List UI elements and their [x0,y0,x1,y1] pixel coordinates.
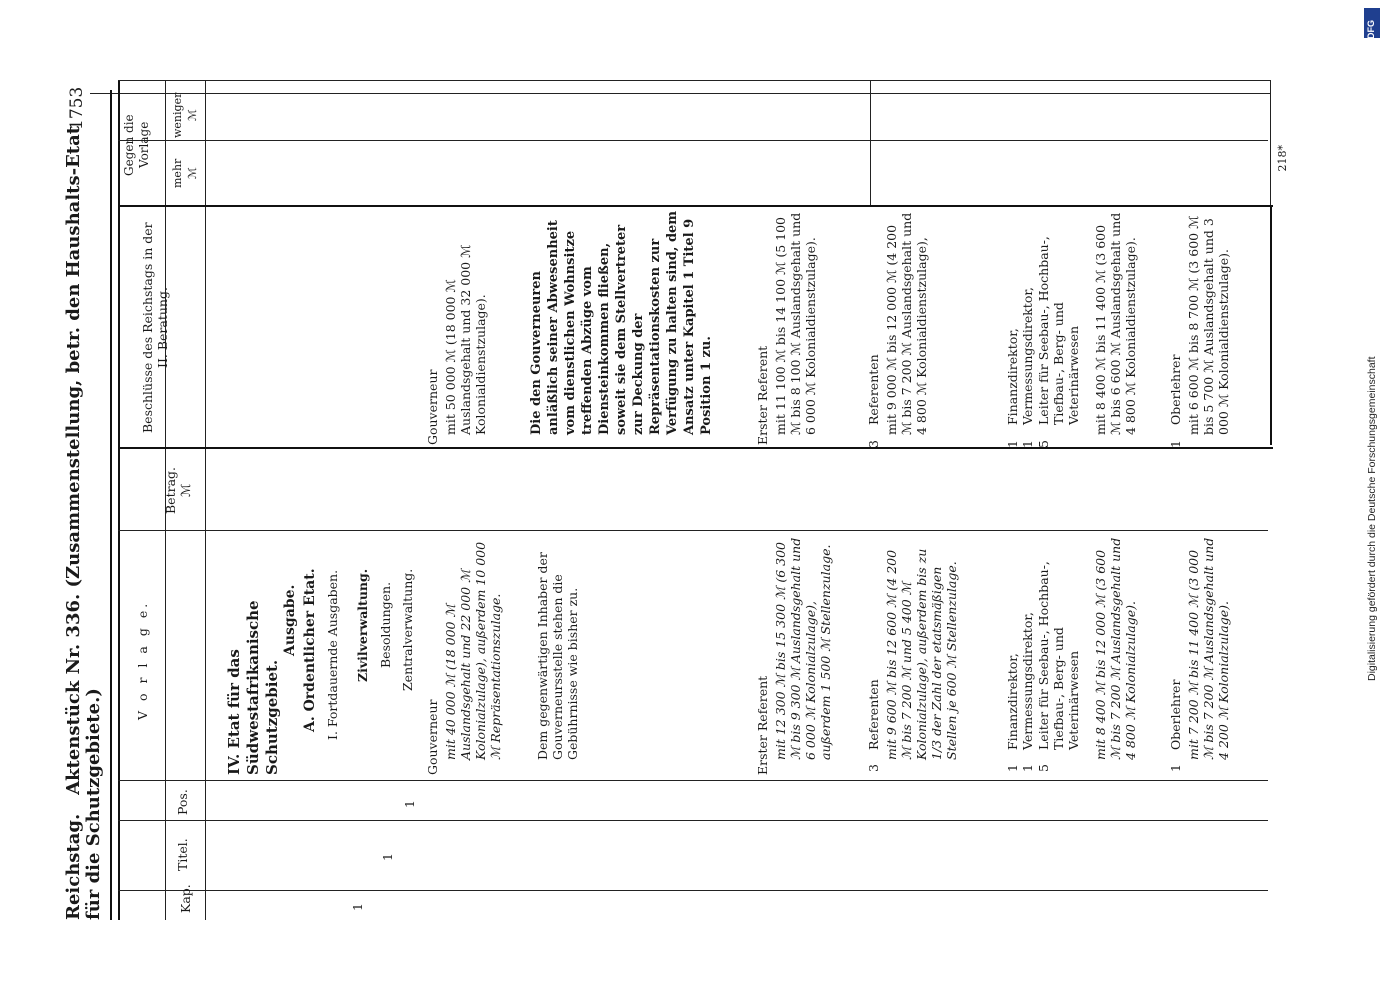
col-gegen-v: Gegen die Vorlage [122,114,151,176]
dfg-logo-text: DFG [1366,20,1376,39]
beschl-line1-n-v: 1 [1005,440,1020,448]
kap-number-v: 1 [350,903,365,911]
vorlage-oberlehrer-v: Oberlehrer [1168,679,1183,750]
pos-number-v: 1 [402,800,417,808]
page-number-v: 1753 [67,86,87,130]
vorlage-ober-n-v: 1 [1168,764,1183,772]
beschl-erster-text-v: mit 11 100 ℳ bis 14 100 ℳ (5 100 ℳ bis 8 100 ℳ Auslandsgehalt und 6 000 ℳ Kolonialdienstzulage). [773,212,818,435]
vorlage-h4-v: I. Fortdauernde Ausgaben. [325,569,340,741]
col-betrag-unit-v: ℳ [178,483,193,497]
col-weniger-label-v: weniger [171,92,184,139]
vorlage-ref-count-v: 3 [866,764,881,772]
header-title-v: Aktenstück Nr. 336. (Zusammenstellung, betr. den Haushalts-Etat für die Schutzgebiete.) [63,125,104,920]
beschl-line1-t-v: Finanzdirektor, [1005,328,1020,425]
vorlage-line1-n-v: 1 [1005,764,1020,772]
beschl-ref-count-v: 3 [866,440,881,448]
header-left-v: Reichstag. [63,813,84,920]
beschl-ober-n-v: 1 [1168,440,1183,448]
col-mehr-label-v: mehr [171,158,184,189]
vorlage-line1-t-v: Finanzdirektor, [1005,653,1020,750]
vorlage-line2-n-v: 1 [1020,764,1035,772]
vorlage-line3-n-v: 5 [1036,764,1051,772]
vorlage-gouv-text-v: mit 40 000 ℳ (18 000 ℳ Auslandsgehalt und 22 000 ℳ Kolonialzulage), außerdem 10 000 ℳ Repräsentationszulage. [443,541,503,760]
beschl-line2-n-v: 1 [1020,440,1035,448]
vorlage-ober-text-v: mit 7 200 ℳ bis 11 400 ℳ (3 000 ℳ bis 7 200 ℳ Auslandsgehalt und 4 200 ℳ Kolonialzulage). [1186,537,1231,760]
digitization-note: Digitalisierung gefördert durch die Deutsche Forschungsgemeinschaft [1366,356,1378,682]
col-kap-v: Kap. [178,884,193,914]
vorlage-erster-ref-v: Erster Referent [755,675,770,775]
col-pos-v: Pos. [175,789,190,815]
beschl-ref-text-v: mit 9 000 ℳ bis 12 000 ℳ (4 200 ℳ bis 7 200 ℳ Auslandsgehalt und 4 800 ℳ Kolonialdienstzulage), [884,212,929,435]
dfg-logo [1364,8,1380,38]
vorlage-h3-v: A. Ordentlicher Etat. [302,568,318,732]
col-weniger-v [170,88,200,143]
col-vorlage-v: V o r l a g e. [135,600,150,720]
vorlage-ref-text-v: mit 9 600 ℳ bis 12 600 ℳ (4 200 ℳ bis 7 200 ℳ und 5 400 ℳ Kolonialzulage), außerdem bis zu 1/3 der Zahl der etatsmäßigen Stellen je 600 ℳ Stellenzulage. [884,548,959,760]
col-mehr-unit-v: ℳ [186,167,199,180]
beschl-oberlehrer-v: Oberlehrer [1168,354,1183,425]
titel-number-v: 1 [380,853,395,861]
vorlage-line2-t-v: Vermessungsdirektor, [1020,612,1035,750]
col-titel-v: Titel. [175,838,190,872]
beschl-gouv-text-v: mit 50 000 ℳ (18 000 ℳ Auslandsgehalt und 32 000 ℳ Kolonialdienstzulage). [443,244,488,435]
vorlage-h7-v: Zentralverwaltung. [400,568,415,692]
beschl-gouv-bold-v: Die den Gouverneuren anläßlich seiner Abwesenheit vom dienstlichen Wohnsitze treffenden Abzüge vom Diensteinkommen fließen, soweit sie dem Stellvertreter zur Deckung der Repräsentationskosten zur Verfügung zu halten sind, dem Ansatz unter Kapitel 1 Titel 9 Position 1 zu. [529,210,714,435]
beschl-line2-t-v: Vermessungsdirektor, [1020,287,1035,425]
col-weniger-unit-v: ℳ [186,109,199,122]
vorlage-gouv-text2-v: Dem gegenwärtigen Inhaber der Gouverneursstelle stehen die Gebührnisse wie bisher zu. [535,552,580,760]
col-beschluesse-v [140,215,170,440]
vorlage-h1-v: IV. Etat für das Südwestafrikanische Schutzgebiet. [225,600,281,775]
vorlage-gouverneur-v: Gouverneur [425,699,440,775]
col-betrag-v [163,455,193,525]
signature-mark: 218* [1276,145,1289,172]
vorlage-line3-t-v: Leiter für Seebau-, Hochbau-, Tiefbau-, Berg- und Veterinärwesen [1036,561,1081,750]
running-header-v [63,86,104,920]
beschl-fin-text-v: mit 8 400 ℳ bis 11 400 ℳ (3 600 ℳ bis 6 600 ℳ Auslandsgehalt und 4 800 ℳ Kolonialdienstzulage). [1093,212,1138,435]
beschl-line3-n-v: 5 [1036,440,1051,448]
vorlage-h2-v: Ausgabe. [282,584,298,656]
beschl-erster-ref-v: Erster Referent [755,345,770,445]
col-beratung-v: II. Beratung. [155,287,170,368]
beschl-referenten-v: Referenten [866,354,881,425]
vorlage-h6-v: Besoldungen. [378,581,393,669]
beschl-gouverneur-v: Gouverneur [425,369,440,445]
vorlage-fin-text-v: mit 8 400 ℳ bis 12 000 ℳ (3 600 ℳ bis 7 200 ℳ Auslandsgehalt und 4 800 ℳ Kolonialzulage). [1093,537,1138,760]
beschl-line3-t-v: Leiter für Seebau-, Hochbau-, Tiefbau-, Berg- und Veterinärwesen [1036,236,1081,425]
vorlage-erster-text-v: mit 12 300 ℳ bis 15 300 ℳ (6 300 ℳ bis 9 300 ℳ Auslandsgehalt und 6 000 ℳ Kolonialzulage), außerdem 1 500 ℳ Stellenzulage. [773,537,833,760]
col-mehr-v [170,146,200,201]
col-betrag-label-v: Betrag. [163,466,178,514]
beschl-ober-text-v: mit 6 600 ℳ bis 8 700 ℳ (3 600 ℳ bis 5 700 ℳ Auslandsgehalt und 3 000 ℳ Kolonialdienstzulage). [1186,215,1231,435]
vorlage-h5-v: Zivilverwaltung. [355,568,370,682]
col-beschluesse-label-v: Beschlüsse des Reichstags in der [140,222,155,433]
vorlage-referenten-v: Referenten [866,679,881,750]
